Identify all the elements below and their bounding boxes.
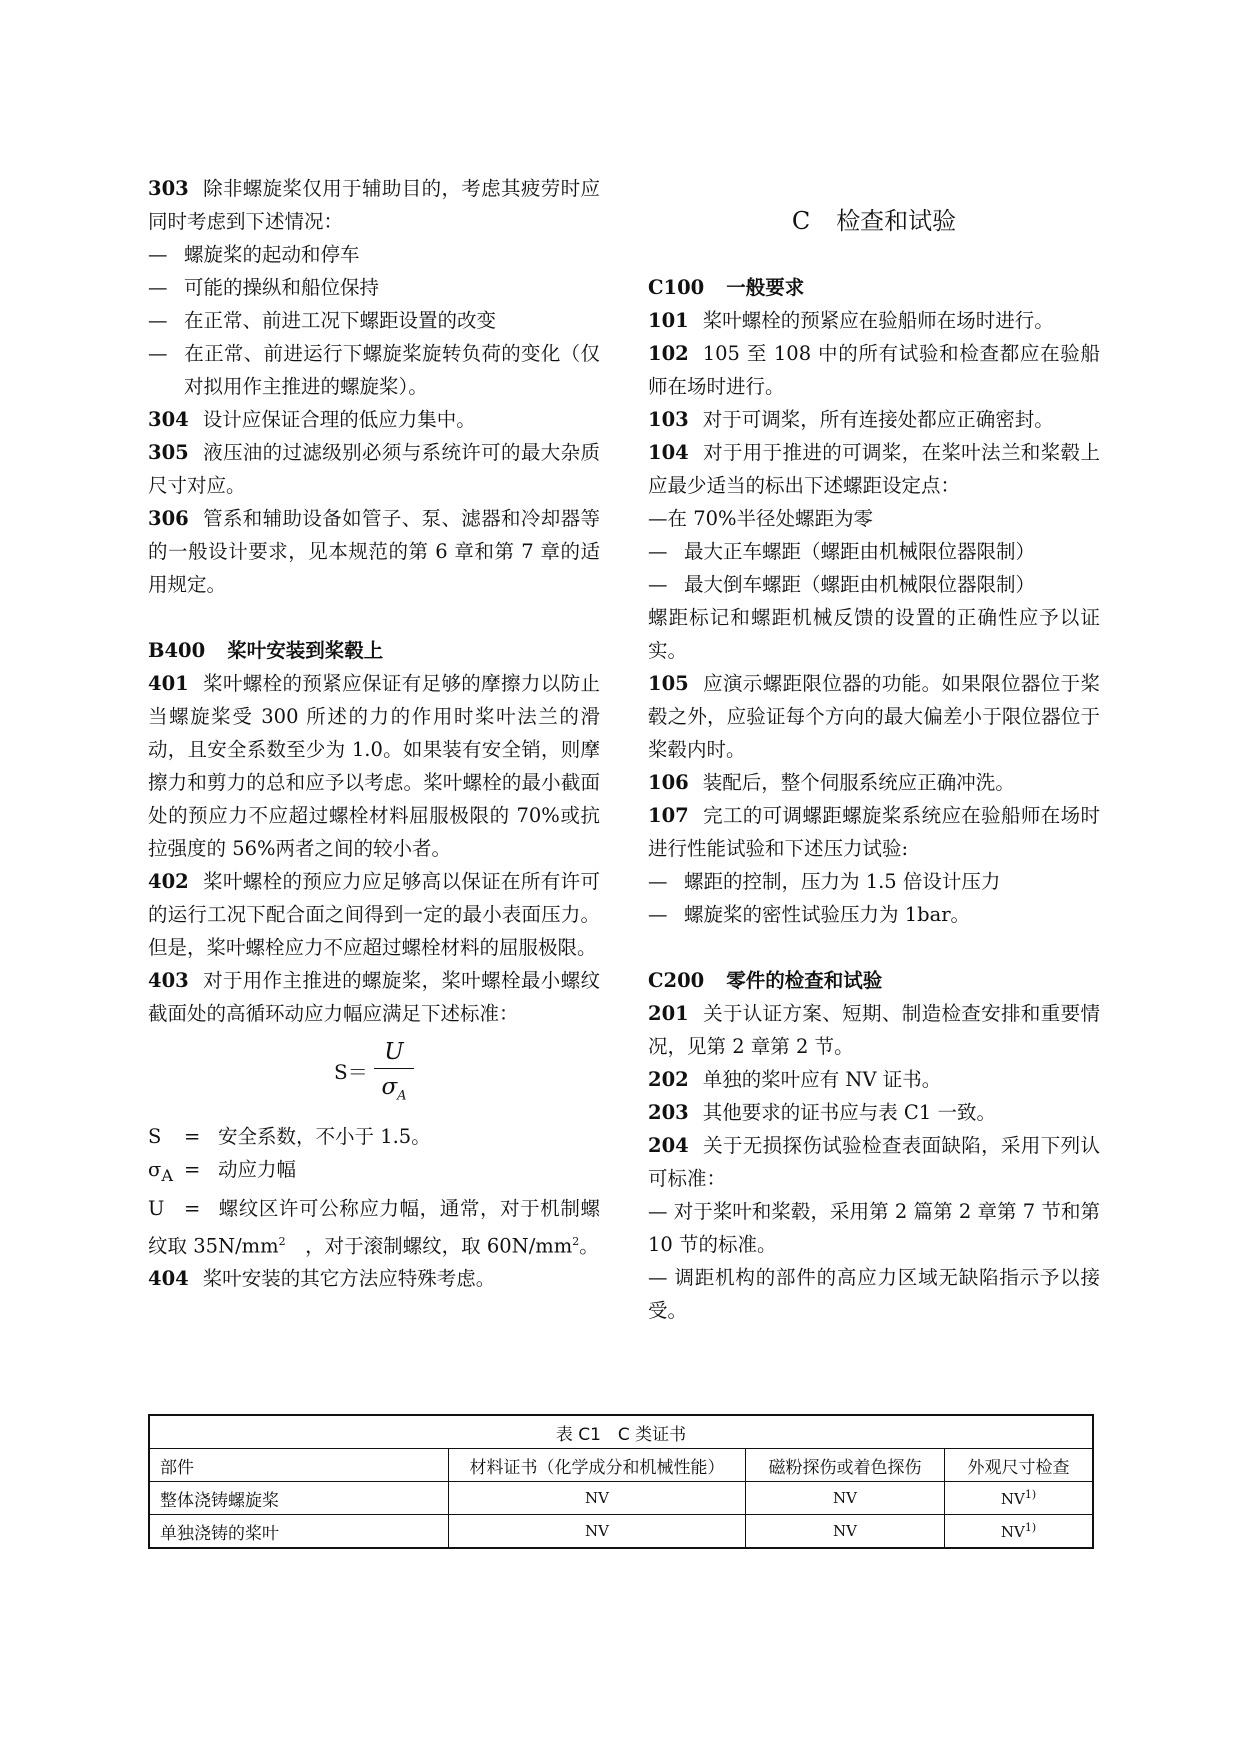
table-cell: NV [746,1515,945,1549]
chapter-heading: C 检查和试验 [791,207,957,235]
paragraph-303 [148,172,600,238]
formula-lhs: S＝ [334,1060,368,1084]
list-item: — 在正常、前进工况下螺距设置的改变 [148,309,497,332]
paragraph-104: 104 对于用于推进的可调桨，在桨叶法兰和桨毂上应最少适当的标出下述螺距设定点： [648,441,1100,497]
certificate-table [148,1414,1094,1549]
column-header: 磁粉探伤或着色探伤 [746,1449,945,1482]
paragraph-106: 106 装配后，整个伺服系统应正确冲洗。 [648,771,1015,794]
paragraph-102: 102 105 至 108 中的所有试验和检查都应在验船师在场时进行。 [648,342,1100,398]
table-cell: NV$^{1)}$ [945,1515,1094,1549]
list-item: — 最大倒车螺距（螺距由机械限位器限制） [648,573,1036,596]
paragraph-401: 401 桨叶螺栓的预紧应保证有足够的摩擦力以防止当螺旋桨受 300 所述的力的作用时桨叶法兰的滑动，且安全系数至少为 1.0。如果装有安全销，则摩擦力和剪力的总和应予以考虑。桨叶螺栓的最小截面处的预应力不应超过螺栓材料屈服极限的 70%或抗拉强度的 56%两者之间的较小者。 [148,672,600,860]
table-row [149,1482,1093,1515]
definition-sigma-a: $\sigma_A$ = 动应力幅 [148,1158,297,1185]
section-heading-c100: C100 一般要求 [648,276,805,299]
footnote-mark: 1) [1024,1488,1037,1501]
paragraph-306: 306 管系和辅助设备如管子、泵、滤器和冷却器等的一般设计要求，见本规范的第 6 章和第 7 章的适用规定。 [148,507,600,596]
paragraph-104-tail: 螺距标记和螺距机械反馈的设置的正确性应予以证实。 [648,606,1100,662]
table-cell: NV$^{1)}$ [945,1482,1094,1515]
table-cell: NV [449,1515,746,1549]
paragraph-203: 203 其他要求的证书应与表 C1 一致。 [648,1101,996,1124]
column-header: 外观尺寸检查 [945,1449,1094,1482]
table-header-row [149,1449,1093,1482]
table-cell-part: 整体浇铸螺旋桨 [149,1482,449,1515]
list-item: — 可能的操纵和船位保持 [148,276,380,299]
list-item: — 最大正车螺距（螺距由机械限位器限制） [648,540,1036,563]
list-item: — 对于桨叶和桨毂，采用第 2 篇第 2 章第 7 节和第 10 节的标准。 [648,1200,1100,1256]
paragraph-402: 402 桨叶螺栓的预应力应足够高以保证在所有许可的运行工况下配合面之间得到一定的最小表面压力。但是，桨叶螺栓应力不应超过螺栓材料的屈服极限。 [148,870,600,959]
section-heading-c200: C200 零件的检查和试验 [648,969,883,992]
paragraph-304: 304 设计应保证合理的低应力集中。 [148,408,476,431]
definition-u: U = 螺纹区许可公称应力幅，通常，对于机制螺纹取 $35N/mm^2$ ，对于滚制螺纹，取 $60N/mm^2$。 [148,1196,600,1258]
formula-fraction [374,1036,414,1115]
column-header: 部件 [149,1449,449,1482]
safety-factor-formula [148,1034,600,1114]
table-row [149,1515,1093,1549]
paragraph-105: 105 应演示螺距限位器的功能。如果限位器位于桨毂之外，应验证每个方向的最大偏差小于限位器位于桨毂内时。 [648,672,1100,761]
paragraph-103: 103 对于可调桨，所有连接处都应正确密封。 [648,408,1054,431]
table-cell: NV [449,1482,746,1515]
list-item: — 螺旋桨的密性试验压力为 1bar。 [648,903,971,926]
paragraph-404: 404 桨叶安装的其它方法应特殊考虑。 [148,1267,496,1291]
clause-text: 除非螺旋桨仅用于辅助目的，考虑其疲劳时应同时考虑到下述情况： [148,177,600,233]
footnote-mark: 1) [1024,1521,1037,1534]
list-item: — 调距机构的部件的高应力区域无缺陷指示予以接受。 [648,1266,1100,1322]
clause-number: 303 [148,177,189,200]
formula-denominator: $\sigma_A$ [381,1074,407,1104]
paragraph-101: 101 桨叶螺栓的预紧应在验船师在场时进行。 [648,309,1054,332]
list-item: — 螺距的控制，压力为 1.5 倍设计压力 [648,870,1001,893]
definition-s: S = 安全系数，不小于 1.5。 [148,1125,431,1148]
section-heading-b400: B400 桨叶安装到桨毂上 [148,639,384,662]
paragraph-202: 202 单独的桨叶应有 NV 证书。 [648,1068,942,1091]
table-caption: 表 C1 C 类证书 [149,1415,1093,1449]
left-column [148,172,600,1295]
table-cell-part: 单独浇铸的桨叶 [149,1515,449,1549]
table-cell: NV [746,1482,945,1515]
list-item: — 在正常、前进运行下螺旋桨旋转负荷的变化（仅对拟用作主推进的螺旋桨）。 [148,342,600,398]
list-item: —在 70%半径处螺距为零 [648,507,874,530]
paragraph-305: 305 液压油的过滤级别必须与系统许可的最大杂质尺寸对应。 [148,441,600,497]
paragraph-201: 201 关于认证方案、短期、制造检查安排和重要情况，见第 2 章第 2 节。 [648,1002,1100,1058]
list-item: — 螺旋桨的起动和停车 [148,243,360,266]
paragraph-107: 107 完工的可调螺距螺旋桨系统应在验船师在场时进行性能试验和下述压力试验: [648,804,1100,860]
formula-numerator: U [374,1036,414,1069]
column-header: 材料证书（化学成分和机械性能） [449,1449,746,1482]
paragraph-204: 204 关于无损探伤试验检查表面缺陷，采用下列认可标准： [648,1134,1100,1190]
right-column [648,172,1100,1327]
table-caption-row [149,1415,1093,1449]
paragraph-403: 403 对于用作主推进的螺旋桨，桨叶螺栓最小螺纹截面处的高循环动应力幅应满足下述标准： [148,969,600,1025]
